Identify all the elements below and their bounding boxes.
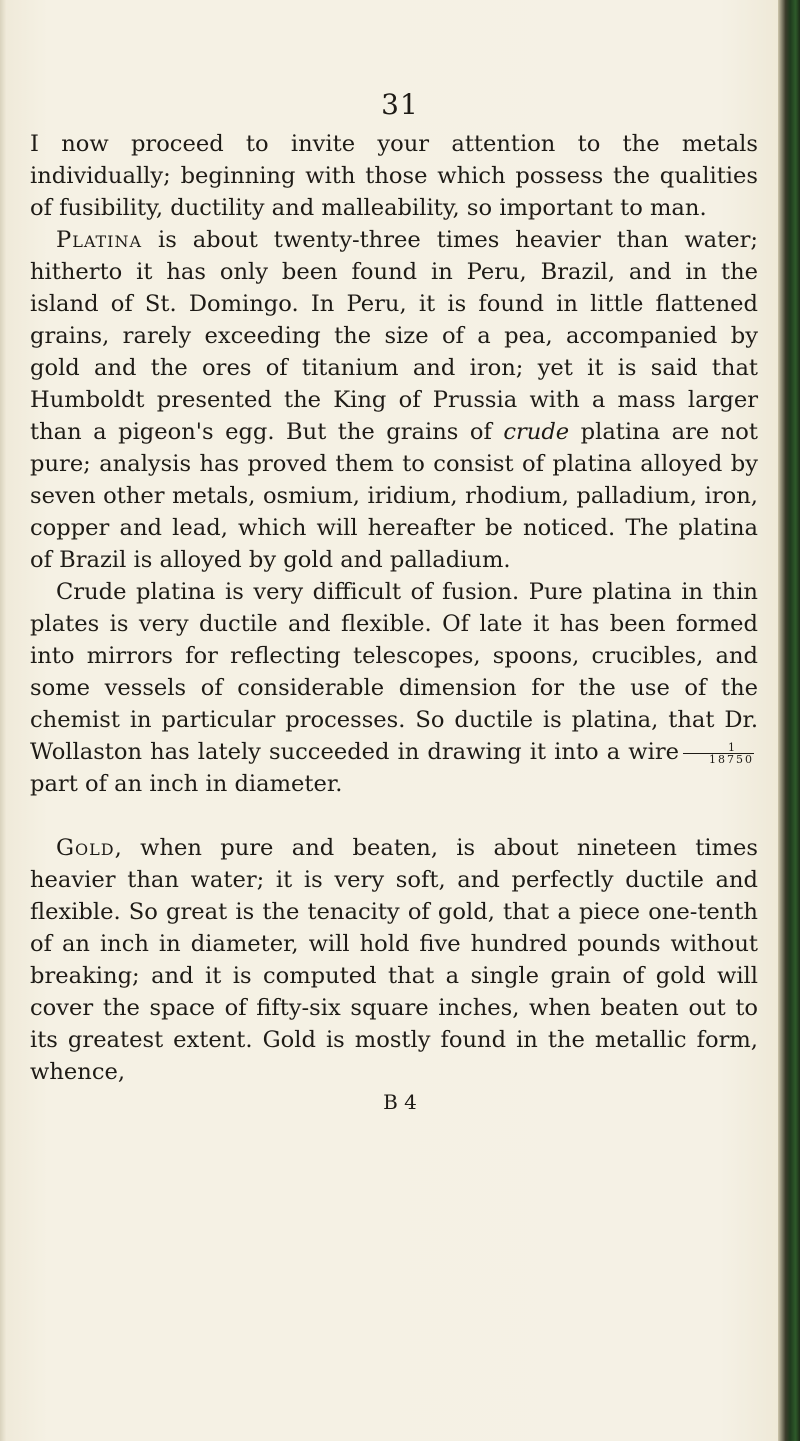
- book-binding-edge: [778, 0, 800, 1441]
- platina-text-part2: platina are not pure; analysis has proved them to consist of platina alloyed by seven other metals, osmium, iridium, rhodium, palladium, iron, copper and lead, which will hereafter be noticed. The platina of Brazil is alloyed by gold and palladium.: [30, 419, 758, 573]
- platina-italic-crude: crude: [503, 419, 570, 445]
- fraction-numerator: 1: [683, 742, 754, 754]
- gold-heading: Gold: [56, 835, 115, 861]
- paragraph-platina: [30, 224, 758, 576]
- page-number: 31: [381, 88, 419, 121]
- fraction-denominator: 18750: [709, 752, 754, 766]
- paragraph-gap: [30, 800, 758, 832]
- crude-platina-text: Crude platina is very difficult of fusion. Pure platina in thin plates is very ductile and flexible. Of late it has been formed into mirrors for reflecting telescopes, spoons, crucibles, and some vessels of considerable dimension for the use of the chemist in particular processes. So ductile is platina, that Dr. Wollaston has lately succeeded in drawing it into a wire: [30, 579, 758, 765]
- paragraph-gold: [30, 832, 758, 1088]
- body-text: [30, 128, 758, 1088]
- platina-text-part1: is about twenty-three times heavier than water; hitherto it has only been found in Peru, Brazil, and in the island of St. Domingo. In Peru, it is found in little flattened grains, rarely exceeding the size of a pea, accompanied by gold and the ores of titanium and iron; yet it is said that Humboldt presented the King of Prussia with a mass larger than a pigeon's egg. But the grains of: [30, 227, 758, 445]
- gold-text: , when pure and beaten, is about nineteen times heavier than water; it is very soft, and perfectly ductile and flexible. So great is the tenacity of gold, that a piece one-tenth of an inch in diameter, will hold five hundred pounds without breaking; and it is computed that a single grain of gold will cover the space of fifty-six square inches, when beaten out to its greatest extent. Gold is mostly found in the metallic form, whence,: [30, 835, 758, 1085]
- fraction: [683, 742, 754, 765]
- signature-mark: B 4: [383, 1090, 417, 1114]
- paragraph-intro: I now proceed to invite your attention to the metals individually; beginning with those which possess the qualities of fusibility, ductility and malleability, so important to man.: [30, 131, 758, 221]
- page-left-edge: [0, 0, 6, 1441]
- crude-platina-text-after: part of an inch in diameter.: [30, 771, 343, 797]
- platina-heading: Platina: [56, 227, 143, 253]
- paragraph-crude-platina: [30, 576, 758, 800]
